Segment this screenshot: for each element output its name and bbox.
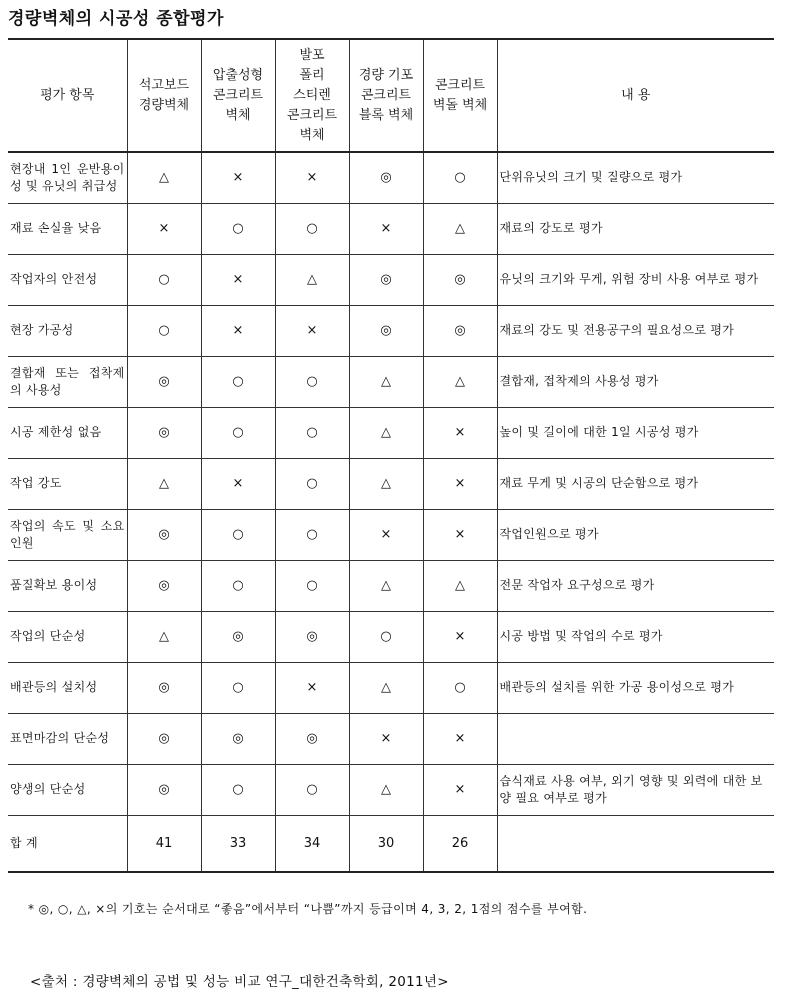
- header-col-line: 벽체: [299, 127, 325, 143]
- total-score: 26: [423, 815, 497, 872]
- rating-symbol: ◎: [127, 356, 201, 407]
- rating-symbol: ◎: [201, 713, 275, 764]
- rating-symbol: ◎: [127, 662, 201, 713]
- total-score: 41: [127, 815, 201, 872]
- rating-symbol: △: [349, 764, 423, 815]
- header-col-line: 콘크리트: [212, 87, 264, 103]
- rating-symbol: ×: [201, 305, 275, 356]
- rating-symbol: ×: [349, 713, 423, 764]
- rating-symbol: ×: [127, 203, 201, 254]
- header-desc: 내 용: [497, 39, 774, 152]
- total-score: 30: [349, 815, 423, 872]
- rating-symbol: ○: [275, 458, 349, 509]
- total-row: [8, 815, 774, 872]
- rating-symbol: ◎: [127, 509, 201, 560]
- rating-symbol: ◎: [275, 611, 349, 662]
- header-col-3: [275, 39, 349, 152]
- table-row: [8, 713, 774, 764]
- rating-symbol: ○: [275, 560, 349, 611]
- rating-symbol: ◎: [201, 611, 275, 662]
- rating-symbol: ○: [201, 560, 275, 611]
- rating-symbol: ◎: [349, 254, 423, 305]
- row-description: 시공 방법 및 작업의 수로 평가: [497, 611, 774, 662]
- header-col-line: 경량벽체: [138, 97, 190, 113]
- rating-symbol: ×: [275, 305, 349, 356]
- rating-symbol: ◎: [349, 305, 423, 356]
- row-item-label: 작업의 속도 및 소요인원: [8, 509, 127, 560]
- rating-symbol: ○: [275, 764, 349, 815]
- table-row: [8, 662, 774, 713]
- rating-symbol: ○: [275, 203, 349, 254]
- rating-symbol: ×: [201, 152, 275, 203]
- source-citation: <출처 : 경량벽체의 공법 및 성능 비교 연구_대한건축학회, 2011년>: [30, 974, 449, 990]
- table-row: [8, 458, 774, 509]
- row-description: 단위유닛의 크기 및 질량으로 평가: [497, 152, 774, 203]
- page-title: 경량벽체의 시공성 종합평가: [8, 9, 224, 29]
- header-col-line: 스티렌: [293, 87, 331, 103]
- row-item-label: 배관등의 설치성: [8, 662, 127, 713]
- rating-symbol: ◎: [349, 152, 423, 203]
- rating-symbol: ×: [423, 407, 497, 458]
- rating-symbol: ○: [275, 509, 349, 560]
- table-row: [8, 407, 774, 458]
- header-col-line: 경량 기포: [358, 67, 414, 83]
- rating-symbol: △: [127, 458, 201, 509]
- rating-symbol: ○: [201, 764, 275, 815]
- rating-symbol: ○: [275, 407, 349, 458]
- rating-symbol: ◎: [127, 560, 201, 611]
- footnote: * ◎, ○, △, ×의 기호는 순서대로 “좋음”에서부터 “나쁨”까지 등급이며 4, 3, 2, 1점의 점수를 부여함.: [28, 902, 588, 916]
- row-item-label: 시공 제한성 없음: [8, 407, 127, 458]
- rating-symbol: ○: [201, 203, 275, 254]
- header-col-line: 폴리: [299, 67, 325, 83]
- table-row: [8, 152, 774, 203]
- rating-symbol: ○: [423, 152, 497, 203]
- row-item-label: 작업의 단순성: [8, 611, 127, 662]
- total-score: 33: [201, 815, 275, 872]
- table-row: [8, 203, 774, 254]
- row-description: 재료의 강도 및 전용공구의 필요성으로 평가: [497, 305, 774, 356]
- table-row: [8, 560, 774, 611]
- rating-symbol: ×: [423, 713, 497, 764]
- rating-symbol: ×: [423, 611, 497, 662]
- row-item-label: 작업 강도: [8, 458, 127, 509]
- rating-symbol: ×: [423, 458, 497, 509]
- rating-symbol: ◎: [127, 407, 201, 458]
- table-row: [8, 509, 774, 560]
- rating-symbol: ◎: [423, 254, 497, 305]
- row-item-label: 품질확보 용이성: [8, 560, 127, 611]
- total-label: 합 계: [8, 815, 127, 872]
- header-col-line: 벽돌 벽체: [432, 97, 488, 113]
- rating-symbol: ○: [201, 509, 275, 560]
- row-item-label: 현장 가공성: [8, 305, 127, 356]
- row-description: 재료 무게 및 시공의 단순함으로 평가: [497, 458, 774, 509]
- rating-symbol: △: [127, 152, 201, 203]
- rating-symbol: △: [349, 407, 423, 458]
- row-description: 유닛의 크기와 무게, 위험 장비 사용 여부로 평가: [497, 254, 774, 305]
- header-col-line: 콘크리트: [360, 87, 412, 103]
- rating-symbol: ○: [423, 662, 497, 713]
- rating-symbol: △: [349, 560, 423, 611]
- rating-symbol: △: [127, 611, 201, 662]
- row-description: [497, 713, 774, 764]
- row-description: 전문 작업자 요구성으로 평가: [497, 560, 774, 611]
- header-col-line: 콘크리트: [434, 77, 486, 93]
- row-item-label: 현장내 1인 운반용이성 및 유닛의 취급성: [8, 152, 127, 203]
- row-description: 재료의 강도로 평가: [497, 203, 774, 254]
- rating-symbol: ◎: [423, 305, 497, 356]
- header-col-line: 발포: [299, 47, 325, 63]
- row-item-label: 재료 손실율 낮음: [8, 203, 127, 254]
- rating-symbol: △: [423, 356, 497, 407]
- rating-symbol: △: [349, 458, 423, 509]
- total-description: [497, 815, 774, 872]
- rating-symbol: ×: [349, 203, 423, 254]
- header-col-line: 석고보드: [138, 77, 190, 93]
- header-row: [8, 39, 774, 152]
- header-item: 평가 항목: [8, 39, 127, 152]
- rating-symbol: △: [275, 254, 349, 305]
- rating-symbol: △: [423, 560, 497, 611]
- table-body: [8, 152, 774, 872]
- header-col-line: 콘크리트: [286, 107, 338, 123]
- row-description: 배관등의 설치를 위한 가공 용이성으로 평가: [497, 662, 774, 713]
- row-item-label: 작업자의 안전성: [8, 254, 127, 305]
- row-item-label: 양생의 단순성: [8, 764, 127, 815]
- rating-symbol: ×: [201, 458, 275, 509]
- row-description: 결합재, 접착제의 사용성 평가: [497, 356, 774, 407]
- header-col-4: [349, 39, 423, 152]
- rating-symbol: ◎: [127, 713, 201, 764]
- rating-symbol: ○: [127, 254, 201, 305]
- rating-symbol: ○: [275, 356, 349, 407]
- row-item-label: 결합재 또는 접착제의 사용성: [8, 356, 127, 407]
- rating-symbol: ×: [201, 254, 275, 305]
- header-col-1: [127, 39, 201, 152]
- rating-symbol: ○: [201, 356, 275, 407]
- rating-symbol: ×: [423, 509, 497, 560]
- table-row: [8, 356, 774, 407]
- header-col-line: 블록 벽체: [358, 107, 414, 123]
- total-score: 34: [275, 815, 349, 872]
- rating-symbol: ○: [349, 611, 423, 662]
- header-col-line: 벽체: [225, 107, 251, 123]
- rating-symbol: △: [423, 203, 497, 254]
- rating-symbol: ◎: [127, 764, 201, 815]
- table-row: [8, 254, 774, 305]
- header-col-2: [201, 39, 275, 152]
- rating-symbol: ×: [275, 662, 349, 713]
- header-col-5: [423, 39, 497, 152]
- rating-symbol: ○: [201, 407, 275, 458]
- header-col-line: 압출성형: [212, 67, 264, 83]
- rating-symbol: ×: [349, 509, 423, 560]
- rating-symbol: ×: [275, 152, 349, 203]
- table-row: [8, 764, 774, 815]
- evaluation-table: [8, 38, 774, 873]
- row-description: 높이 및 길이에 대한 1일 시공성 평가: [497, 407, 774, 458]
- rating-symbol: ○: [201, 662, 275, 713]
- rating-symbol: ◎: [275, 713, 349, 764]
- rating-symbol: ×: [423, 764, 497, 815]
- table-row: [8, 305, 774, 356]
- row-description: 작업인원으로 평가: [497, 509, 774, 560]
- rating-symbol: ○: [127, 305, 201, 356]
- rating-symbol: △: [349, 662, 423, 713]
- table-row: [8, 611, 774, 662]
- rating-symbol: △: [349, 356, 423, 407]
- row-description: 습식재료 사용 여부, 외기 영향 및 외력에 대한 보양 필요 여부로 평가: [497, 764, 774, 815]
- row-item-label: 표면마감의 단순성: [8, 713, 127, 764]
